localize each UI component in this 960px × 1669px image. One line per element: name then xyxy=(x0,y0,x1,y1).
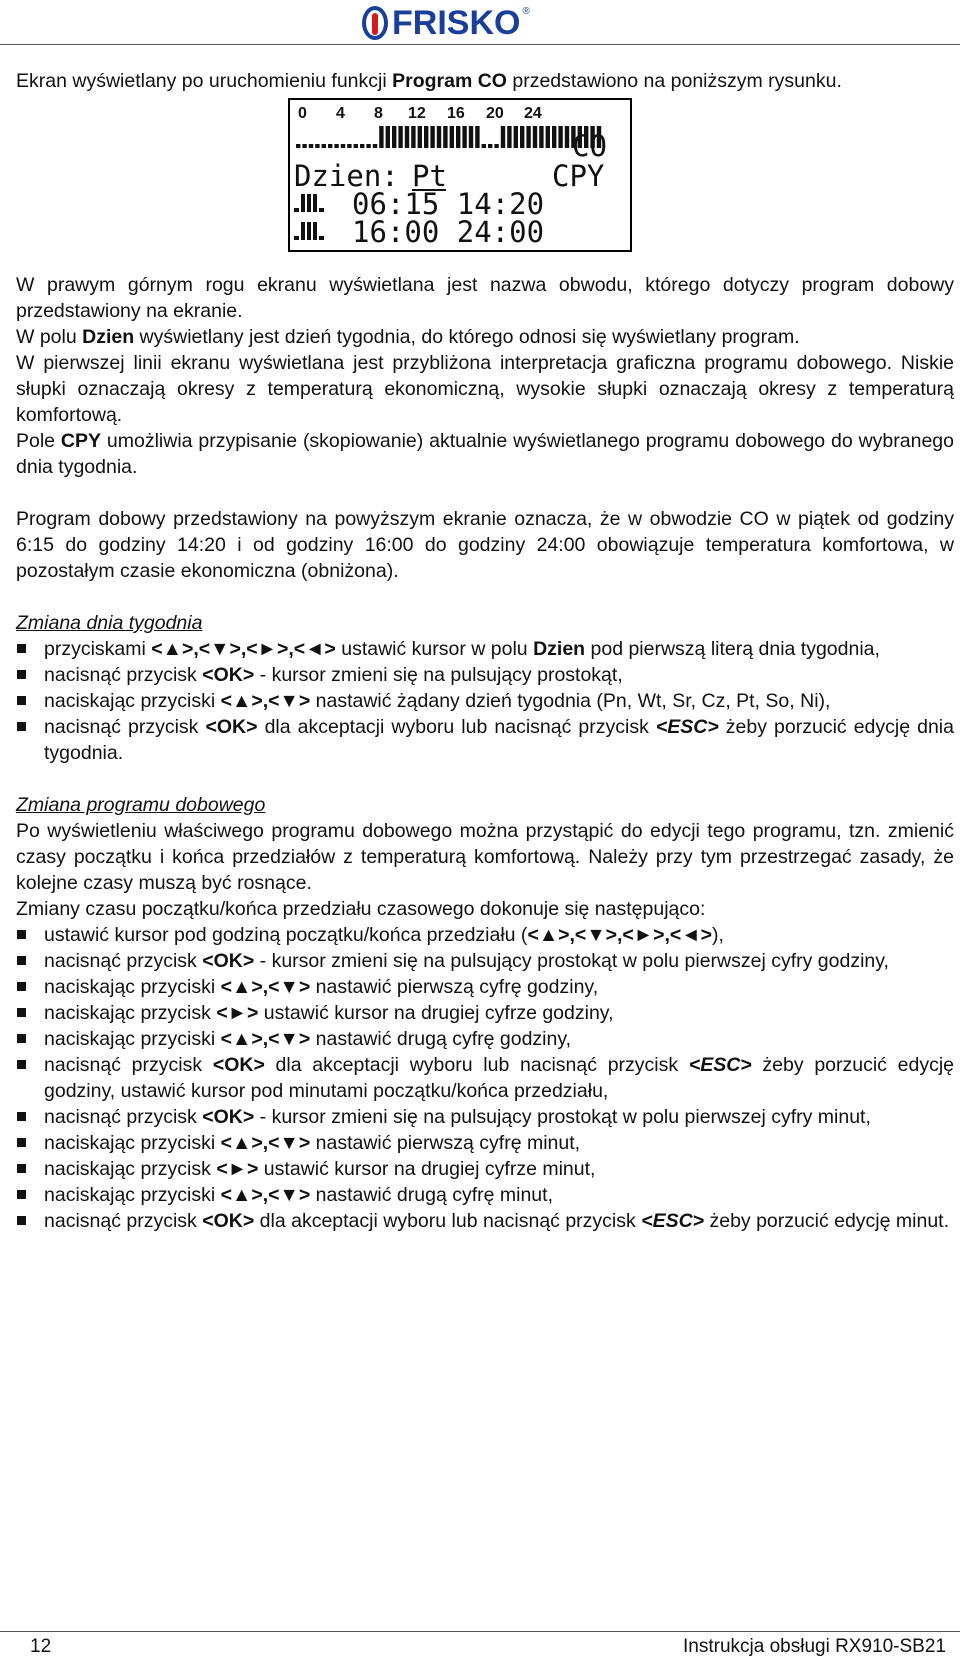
lcd-copy-field[interactable]: CPY xyxy=(552,159,605,193)
list-item: naciskając przyciski <▲>,<▼> nastawić pierwszą cyfrę godziny, xyxy=(16,974,954,1000)
intro-program-co: Program CO xyxy=(392,70,507,92)
bar-comfort xyxy=(418,126,422,148)
bar-comfort xyxy=(558,126,562,148)
bar-economy xyxy=(322,144,326,148)
bar-economy xyxy=(296,144,300,148)
document-title: Instrukcja obsługi RX910-SB21 xyxy=(683,1636,946,1657)
list-item: nacisnąć przycisk <OK> - kursor zmieni się na pulsujący prostokąt w polu pierwszej cyfry minut, xyxy=(16,1104,954,1130)
logo-text: FRISKO xyxy=(392,4,521,42)
desc-paragraph-3: W pierwszej linii ekranu wyświetlana jest przybliżona interpretacja graficzna programu dobowego. Niskie słupki oznaczają okresy z temperaturą ekonomiczną, wysokie słupki oznaczają okresy z temperaturą komfortową. xyxy=(16,352,954,426)
list-item: naciskając przyciski <▲>,<▼> nastawić drugą cyfrę godziny, xyxy=(16,1026,954,1052)
lcd-screen xyxy=(288,98,632,252)
lcd-day-label: Dzien: xyxy=(294,159,399,193)
bar-comfort xyxy=(379,126,383,148)
list-item: nacisnąć przycisk <OK> - kursor zmieni się na pulsujący prostokąt, xyxy=(16,662,954,688)
program-bargraph xyxy=(296,126,601,148)
bar-economy xyxy=(341,144,345,148)
frisko-logo-mark-icon xyxy=(362,6,388,40)
bar-economy xyxy=(360,144,364,148)
bar-comfort xyxy=(392,126,396,148)
bar-comfort xyxy=(386,126,390,148)
bar-comfort xyxy=(552,126,556,148)
list-item: nacisnąć przycisk <OK> dla akceptacji wyboru lub nacisnąć przycisk <ESC> żeby porzucić edycję dnia tygodnia. xyxy=(16,714,954,766)
header-rule xyxy=(0,44,960,45)
footer-rule xyxy=(0,1631,960,1632)
list-item: naciskając przyciski <▲>,<▼> nastawić żądany dzień tygodnia (Pn, Wt, Sr, Cz, Pt, So, Ni), xyxy=(16,688,954,714)
bar-economy xyxy=(373,144,377,148)
lcd-circuit-name: CO xyxy=(572,129,607,163)
bar-comfort xyxy=(546,126,550,148)
intro-text-1: Ekran wyświetlany po uruchomieniu funkcji xyxy=(16,70,393,92)
desc-p4-text-2: umożliwia przypisanie (skopiowanie) aktualnie wyświetlanego programu dobowego do wybranego dnia tygodnia. xyxy=(16,430,954,478)
lcd-scale-8: 8 xyxy=(374,105,383,122)
heading-day-change: Zmiana dnia tygodnia xyxy=(16,612,203,634)
bar-economy xyxy=(334,144,338,148)
desc-paragraph-2 xyxy=(16,324,954,350)
bar-comfort xyxy=(398,126,402,148)
bar-economy xyxy=(309,144,313,148)
bar-comfort xyxy=(437,126,441,148)
desc-p4-cpy: CPY xyxy=(60,430,102,452)
bar-comfort xyxy=(533,126,537,148)
lcd-scale-4: 4 xyxy=(336,105,345,122)
lcd-figure xyxy=(16,98,954,254)
lcd-day-value[interactable]: Pt xyxy=(412,159,447,193)
day-change-list xyxy=(16,636,954,766)
bar-comfort xyxy=(514,126,518,148)
list-item: ustawić kursor pod godziną początku/końca przedziału (<▲>,<▼>,<►>,<◄>), xyxy=(16,922,954,948)
lcd-row2-icon xyxy=(294,222,324,240)
bar-comfort xyxy=(443,126,447,148)
list-item: naciskając przyciski <▲>,<▼> nastawić pierwszą cyfrę minut, xyxy=(16,1130,954,1156)
bar-comfort xyxy=(501,126,505,148)
program-paragraph-1: Po wyświetleniu właściwego programu dobowego można przystąpić do edycji tego programu, tzn. zmienić czasy początku i końca przedziałów z temperaturą komfortową. Należy przy tym przestrzegać zasady, że kolejne czasy muszą być rosnące. xyxy=(16,820,954,894)
desc-p2-dzien: Dzien xyxy=(82,326,135,348)
bar-comfort xyxy=(430,126,434,148)
desc-p2-text-1: W polu xyxy=(16,326,83,348)
lcd-scale-16: 16 xyxy=(447,105,465,122)
bar-comfort xyxy=(411,126,415,148)
bar-economy xyxy=(494,144,498,148)
bar-comfort xyxy=(539,126,543,148)
page-content xyxy=(16,68,954,1234)
intro-paragraph xyxy=(16,68,954,94)
list-item: naciskając przyciski <▲>,<▼> nastawić drugą cyfrę minut, xyxy=(16,1182,954,1208)
lcd-scale-12: 12 xyxy=(408,105,426,122)
bar-comfort xyxy=(475,126,479,148)
lcd-interval-1[interactable]: 06:15 14:20 xyxy=(352,187,545,221)
bar-comfort xyxy=(456,126,460,148)
bar-comfort xyxy=(462,126,466,148)
bar-comfort xyxy=(450,126,454,148)
intro-text-2: przedstawiono na poniższym rysunku. xyxy=(506,70,842,92)
list-item: przyciskami <▲>,<▼>,<►>,<◄> ustawić kursor w polu Dzien pod pierwszą literą dnia tygodnia, xyxy=(16,636,954,662)
list-item: naciskając przycisk <►> ustawić kursor na drugiej cyfrze godziny, xyxy=(16,1000,954,1026)
bar-economy xyxy=(347,144,351,148)
heading-program-change: Zmiana programu dobowego xyxy=(16,794,266,816)
lcd-display xyxy=(290,100,630,250)
lcd-scale-20: 20 xyxy=(486,105,504,122)
bar-economy xyxy=(482,144,486,148)
bar-comfort xyxy=(424,126,428,148)
desc-paragraph-1: W prawym górnym rogu ekranu wyświetlana jest nazwa obwodu, którego dotyczy program dobowy przedstawiony na ekranie. xyxy=(16,274,954,322)
bar-comfort xyxy=(405,126,409,148)
lcd-scale-24: 24 xyxy=(524,105,542,122)
list-item: nacisnąć przycisk <OK> - kursor zmieni się na pulsujący prostokąt w polu pierwszej cyfry godziny, xyxy=(16,948,954,974)
lcd-interval-2[interactable]: 16:00 24:00 xyxy=(352,215,545,249)
list-item: nacisnąć przycisk <OK> dla akceptacji wyboru lub nacisnąć przycisk <ESC> żeby porzucić edycję godziny, ustawić kursor pod minutami początku/końca przedziału, xyxy=(16,1052,954,1104)
lcd-row1-icon xyxy=(294,194,324,212)
bar-economy xyxy=(302,144,306,148)
bar-comfort xyxy=(565,126,569,148)
desc-p2-text-2: wyświetlany jest dzień tygodnia, do którego odnosi się wyświetlany program. xyxy=(134,326,800,348)
program-paragraph-2: Zmiany czasu początku/końca przedziału czasowego dokonuje się następująco: xyxy=(16,898,706,920)
bar-economy xyxy=(354,144,358,148)
frisko-logo xyxy=(362,4,530,42)
list-item: naciskając przycisk <►> ustawić kursor na drugiej cyfrze minut, xyxy=(16,1156,954,1182)
bar-economy xyxy=(315,144,319,148)
bar-comfort xyxy=(520,126,524,148)
bar-economy xyxy=(488,144,492,148)
bar-comfort xyxy=(469,126,473,148)
registered-mark: ® xyxy=(522,6,530,17)
bar-economy xyxy=(366,144,370,148)
list-item: nacisnąć przycisk <OK> dla akceptacji wyboru lub nacisnąć przycisk <ESC> żeby porzucić edycję minut. xyxy=(16,1208,954,1234)
bar-comfort xyxy=(526,126,530,148)
bar-comfort xyxy=(507,126,511,148)
desc-paragraph-4 xyxy=(16,428,954,480)
desc-paragraph-5: Program dobowy przedstawiony na powyższym ekranie oznacza, że w obwodzie CO w piątek od godziny 6:15 do godziny 14:20 i od godziny 16:00 do godziny 24:00 obowiązuje temperatura komfortowa, w pozostałym czasie ekonomiczna (obniżona). xyxy=(16,508,954,582)
program-change-list xyxy=(16,922,954,1234)
desc-p4-text-1: Pole xyxy=(16,430,61,452)
bar-economy xyxy=(328,144,332,148)
page-number: 12 xyxy=(30,1636,52,1657)
lcd-scale-0: 0 xyxy=(298,105,307,122)
